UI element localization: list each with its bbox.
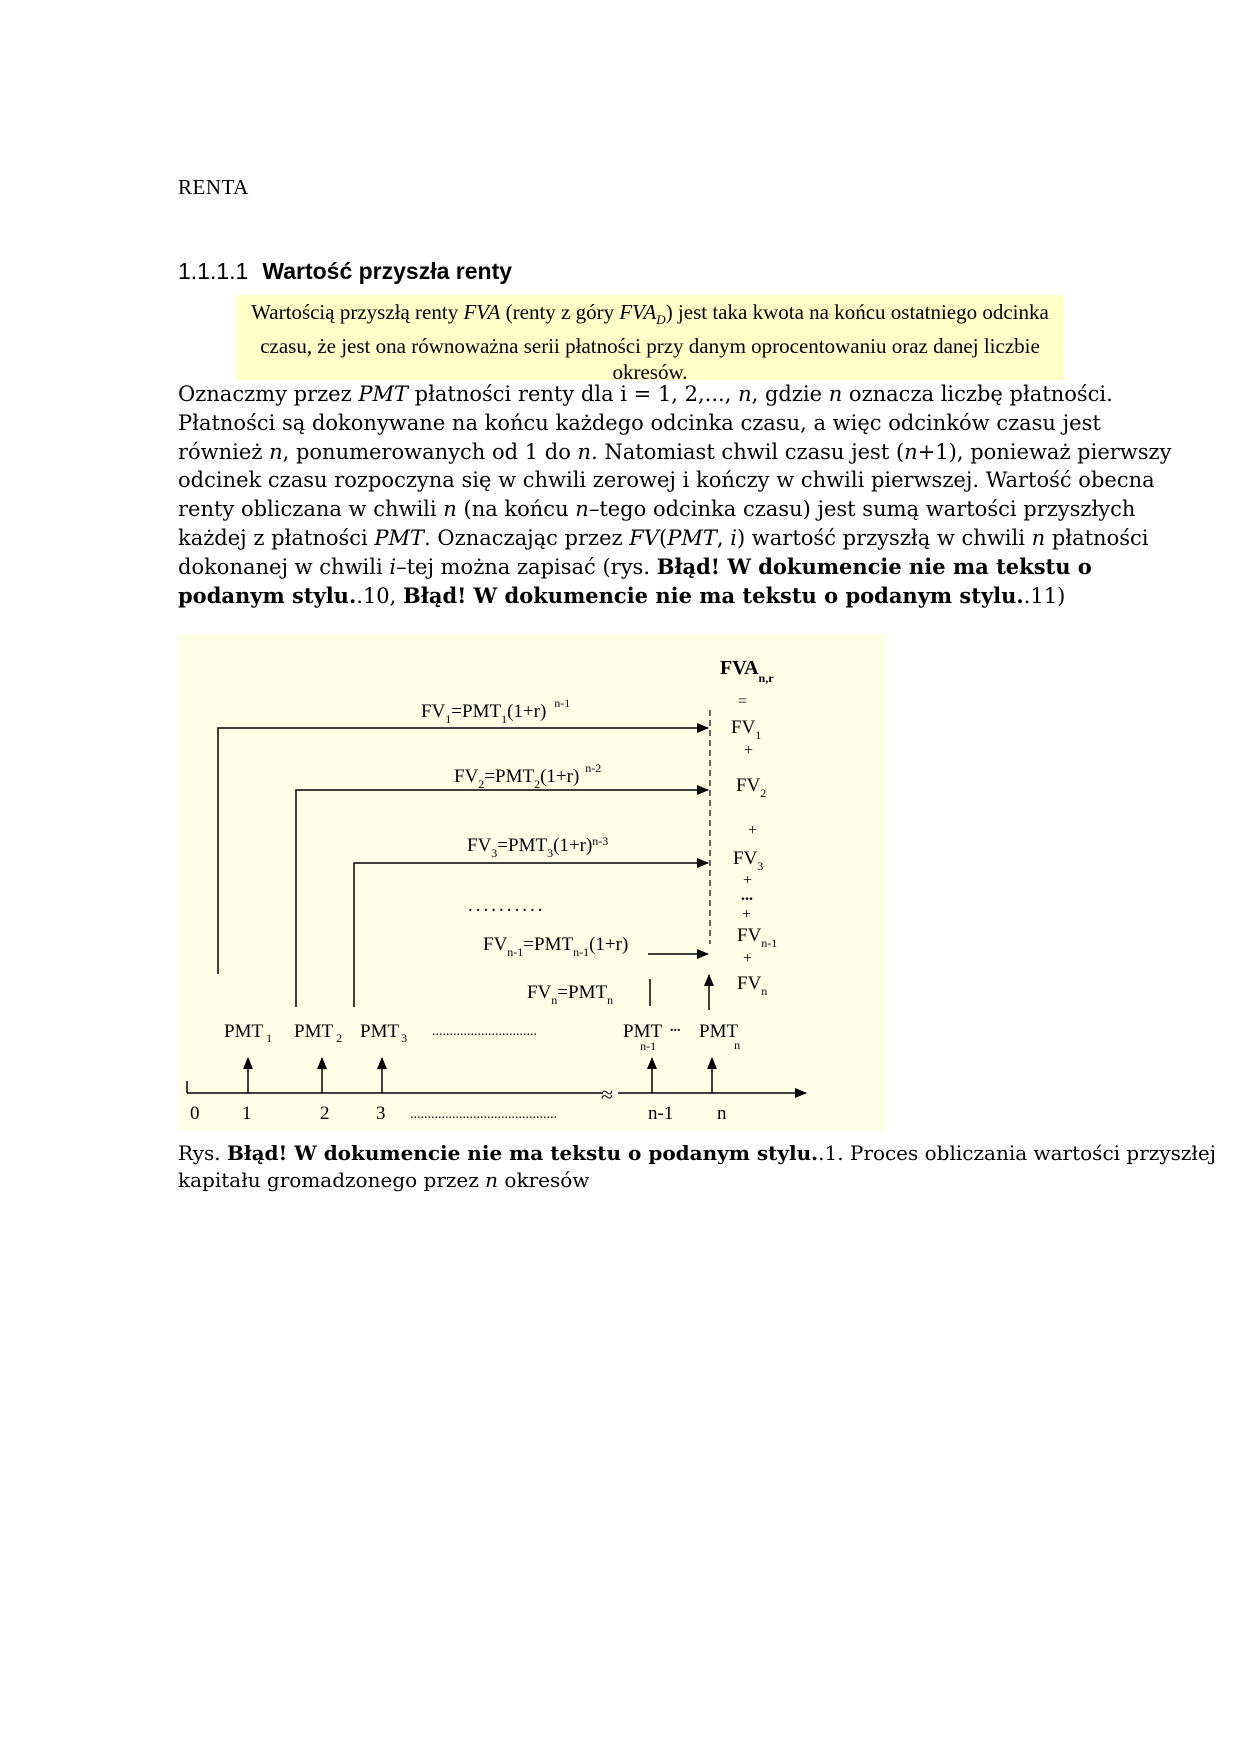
future-value-diagram [178,634,886,1131]
plus-sign: + [744,742,754,759]
fv3-formula: $FV_3=PMT_3(1+r)^{n-3}$ [467,834,609,860]
plus-sign: + [743,872,753,889]
caption-error: Błąd! W dokumencie nie ma tekstu o podanym stylu. [226,1141,819,1165]
pmt3-label: PMT $_3$ [360,1021,408,1045]
pmt-dots: .............................. [432,1024,537,1039]
error-reference: Błąd! W dokumencie nie ma tekstu o [656,553,1092,579]
plus-sign: + [743,950,753,967]
sum-term-fv2: $FV_2$ [736,775,767,800]
sum-term-fv1: $FV_1$ [731,717,762,742]
axis-break-mark: ≈ [601,1082,614,1107]
axis-tick-3: 3 [376,1103,386,1124]
fv1-formula: $FV_1=PMT_1(1+r)$ $^{n-1}$ [421,696,571,726]
fvn-formula: $FV_n=PMT_n$ [527,982,614,1007]
pmt-n-1-label: PMT n-1 [623,1021,663,1053]
pmt-ellipsis: ... [670,1020,681,1035]
sum-term-fvn: $FV_n$ [737,973,768,998]
plus-sign: + [748,822,758,839]
axis-tick-n: n [717,1103,727,1124]
pmt-n-label: PMT n [699,1021,741,1052]
sum-term-fvn-1: $FV_{n-1}$ [737,925,778,950]
equals-sign: = [738,693,748,710]
fva-symbol: FVA [463,300,501,324]
pmt1-label: PMT $_1$ [224,1021,273,1045]
error-reference: Błąd! W dokumencie nie ma tekstu o podanym stylu. [403,582,1024,608]
body-paragraph: Oznaczmy przez PMT płatności renty dla i = 1, 2,..., n, gdzie n oznacza liczbę płatności. Płatności są dokonywane na końcu każdego odcinka czasu, a więc odcinków czasu jest również n, ponumerowanych od 1 do n. Natomiast chwil czasu jest (n+1), ponieważ pierwszy odcinek czasu rozpoczyna się w chwili zerowej i kończy w chwili pierwszej. Wartość obecna renty obliczana w chwili n (na końcu n–tego odcinka czasu) jest sumą wartości przyszłych każdej z płatności PMT. Oznaczając przez FV(PMT, i) wartość przyszłą w chwili n płatności dokonanej w chwili i–tej można zapisać (rys. Błąd! W dokumencie nie ma tekstu o podanym stylu..10, Błąd! W dokumencie nie ma tekstu o podanym stylu..11) [178,382,1172,608]
fva-label: $FVA_{n,r}$ [720,657,774,685]
document-title: RENTA [178,175,249,199]
middle-dots: .......... [468,895,546,916]
axis-tick-2: 2 [320,1103,330,1124]
compound-arrow-1 [218,728,708,974]
axis-tick-n-1: n-1 [648,1103,674,1124]
definition-text: Wartością przyszłą renty FVA (renty z góry $FVA_D$) jest taka kwota na końcu ostatniego odcinka czasu, że jest ona równoważna serii płatności przy danym oprocentowaniu oraz danej liczbie okresów. [251,300,1049,385]
pmt2-label: PMT $_2$ [294,1021,343,1045]
fv2-formula: $FV_2=PMT_2(1+r)$ $^{n-2}$ [454,761,602,791]
axis-tick-0: 0 [190,1103,200,1124]
vertical-dots: ... [741,887,753,904]
section-title: Wartość przyszła renty [262,258,513,284]
axis-dots: .......................................... [410,1107,557,1122]
sum-term-fv3: $FV_3$ [733,848,764,873]
fvn-1-formula: $FV_{n-1}=PMT_{n-1}(1+r)$ [483,934,629,959]
section-number: 1.1.1.1 [178,258,249,284]
figure-caption: Rys. Błąd! W dokumencie nie ma tekstu o podanym stylu..1. Proces obliczania wartości przyszłej kapitału gromadzonego przez n okresów [178,1141,1216,1192]
plus-sign: + [742,906,752,923]
section-heading [178,258,512,285]
axis-tick-1: 1 [242,1103,252,1124]
fvad-symbol: FVA [619,300,657,324]
